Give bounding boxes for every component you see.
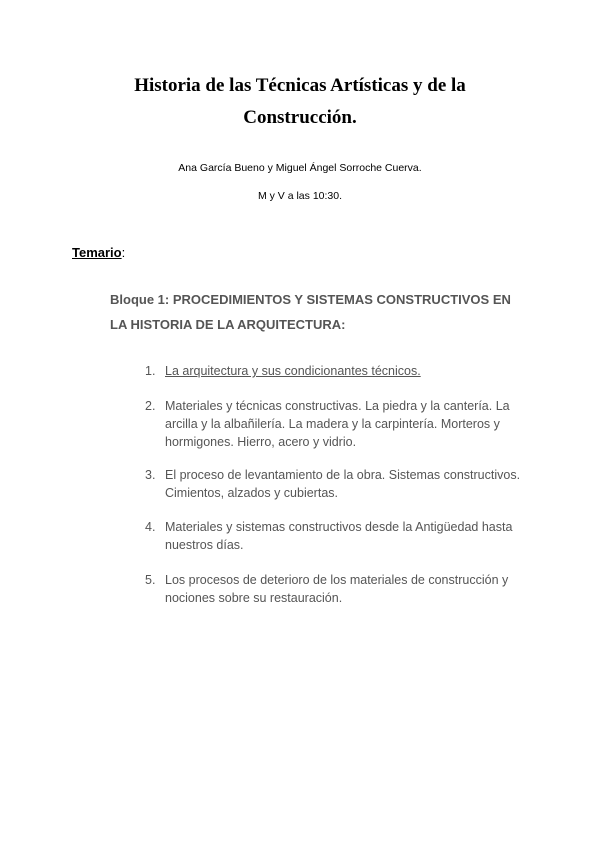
document-title-line2: Construcción. — [243, 107, 357, 128]
list-item-number: 4. — [145, 520, 156, 534]
list-item-text: Los procesos de deterioro de los materiales de construcción y nociones sobre su restauración. — [165, 573, 509, 605]
list-item-text: La arquitectura y sus condicionantes técnicos. — [165, 364, 421, 378]
schedule: M y V a las 10:30. — [257, 190, 343, 202]
list-item — [145, 466, 540, 502]
list-item-number: 3. — [145, 468, 156, 482]
temario-heading — [72, 245, 125, 260]
block-title-line1: Bloque 1: PROCEDIMIENTOS Y SISTEMAS CONSTRUCTIVOS EN — [110, 292, 511, 307]
document-title-line1: Historia de las Técnicas Artísticas y de la — [134, 75, 466, 96]
block-title-line2: LA HISTORIA DE LA ARQUITECTURA: — [110, 317, 346, 332]
authors: Ana García Bueno y Miguel Ángel Sorroche Cuerva. — [178, 162, 422, 174]
temario-colon: : — [121, 245, 126, 260]
list-item — [145, 571, 540, 607]
list-item — [145, 397, 540, 451]
list-item — [145, 362, 540, 380]
list-item-text: Materiales y técnicas constructivas. La piedra y la cantería. La arcilla y la albañilería. La madera y la carpintería. Morteros y hormigones. Hierro, acero y vidrio. — [165, 399, 510, 449]
list-item-number: 2. — [145, 399, 156, 413]
temario-label: Temario — [72, 245, 122, 260]
list-item-number: 1. — [145, 364, 156, 378]
list-item-number: 5. — [145, 573, 156, 587]
list-item-text: Materiales y sistemas constructivos desde la Antigüedad hasta nuestros días. — [165, 520, 513, 552]
list-item — [145, 518, 540, 554]
list-item-text: El proceso de levantamiento de la obra. Sistemas constructivos. Cimientos, alzados y cubiertas. — [165, 468, 521, 500]
